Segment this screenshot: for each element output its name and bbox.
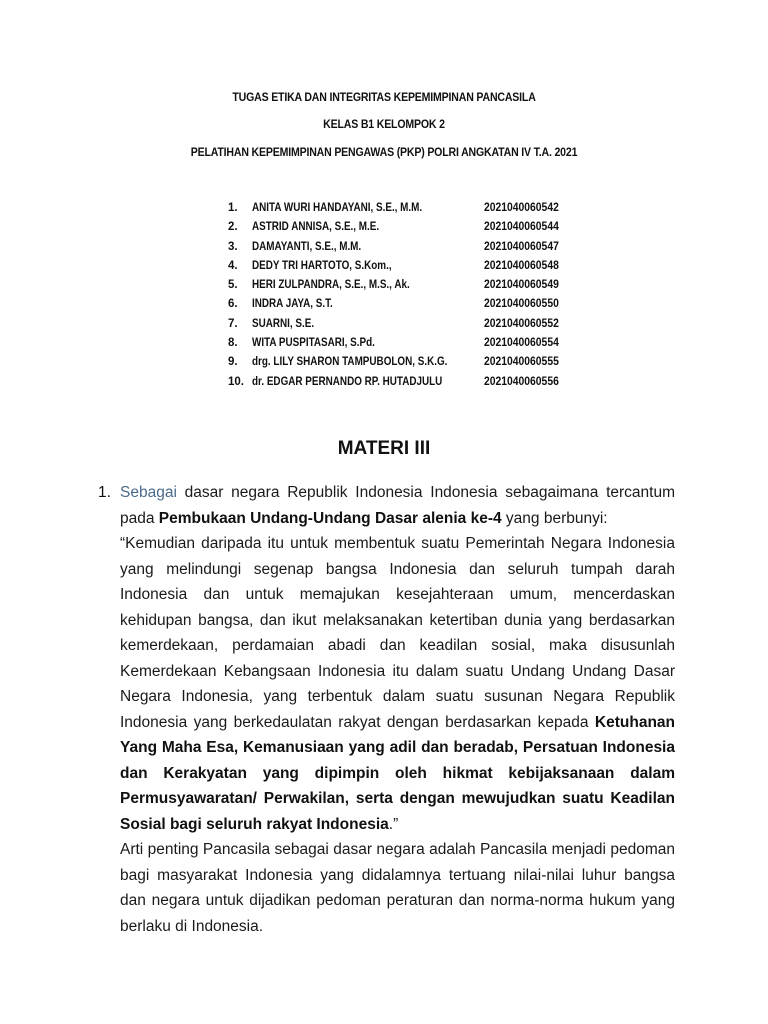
member-id: 2021040060548 xyxy=(484,259,559,272)
member-name: HERI ZULPANDRA, S.E., M.S., Ak. xyxy=(252,279,410,292)
quote-text: Kemudian daripada itu untuk membentuk suatu Pemerintah Negara Indonesia yang melindungi segenap bangsa Indonesia dan seluruh tumpah darah Indonesia dan untuk memajukan kesejahteraan umum, mencerdaskan kehidupan bangsa, dan ikut melaksanakan ketertiban dunia yang berdasarkan kemerdekaan, perdamaian abadi dan keadilan sosial, maka disusunlah Kemerdekaan Kebangsaan Indonesia itu dalam suatu Undang Undang Dasar Negara Indonesia, yang terbentuk dalam suatu susunan Negara Republik Indonesia yang berkedaulatan rakyat dengan berdasarkan kepada xyxy=(120,535,675,731)
intro-bold-reference: Pembukaan Undang-Undang Dasar alenia ke-4 xyxy=(158,509,502,527)
member-id: 2021040060554 xyxy=(484,337,559,350)
quote-bold-principles: Ketuhanan Yang Maha Esa, Kemanusiaan yang adil dan beradab, Persatuan Indonesia dan Kerakyatan yang dipimpin oleh hikmat kebijaksanaan dalam Permusyawaratan/ Perwakilan, serta dengan mewujudkan suatu Keadilan Sosial bagi seluruh rakyat Indonesia xyxy=(120,713,675,833)
member-name: SUARNI, S.E. xyxy=(252,317,315,330)
quote-paragraph xyxy=(120,531,675,837)
member-id: 2021040060552 xyxy=(484,317,559,330)
member-id: 2021040060544 xyxy=(484,221,559,234)
item-number: 1. xyxy=(98,484,111,501)
member-number: 4. xyxy=(228,259,238,272)
member-name: ASTRID ANNISA, S.E., M.E. xyxy=(252,221,380,234)
class-group-label: KELAS B1 KELOMPOK 2 xyxy=(323,117,445,131)
intro-paragraph xyxy=(120,480,675,531)
member-name: dr. EDGAR PERNANDO RP. HUTADJULU xyxy=(252,375,443,388)
member-name: INDRA JAYA, S.T. xyxy=(252,298,333,311)
quote-close-mark: .” xyxy=(388,815,399,833)
member-number: 1. xyxy=(228,202,238,214)
member-number: 6. xyxy=(228,298,238,311)
member-id: 2021040060555 xyxy=(484,356,559,369)
section-title: MATERI III xyxy=(337,438,431,459)
training-title: PELATIHAN KEPEMIMPINAN PENGAWAS (PKP) POLRI ANGKATAN IV T.A. 2021 xyxy=(190,145,578,159)
member-id: 2021040060556 xyxy=(484,375,559,388)
member-number: 3. xyxy=(228,240,238,253)
member-name: ANITA WURI HANDAYANI, S.E., M.M. xyxy=(252,202,423,214)
member-number: 7. xyxy=(228,317,238,330)
member-id: 2021040060549 xyxy=(484,279,559,292)
intro-text: dasar negara Republik Indonesia Indonesia sebagaimana tercantum pada xyxy=(120,484,675,527)
member-number: 8. xyxy=(228,337,238,350)
member-number: 2. xyxy=(228,221,238,234)
member-id: 2021040060542 xyxy=(484,202,559,214)
intro-highlight: Sebagai xyxy=(120,484,177,501)
closing-paragraph: Arti penting Pancasila sebagai dasar negara adalah Pancasila menjadi pedoman bagi masyarakat Indonesia yang didalamnya tertuang nilai-nilai luhur bangsa dan negara untuk dijadikan pedoman peraturan dan norma-norma hukum yang berlaku di Indonesia. xyxy=(120,841,675,935)
quote-open-mark: “ xyxy=(120,535,126,552)
member-number: 9. xyxy=(228,356,238,369)
member-name: DEDY TRI HARTOTO, S.Kom., xyxy=(252,259,392,272)
member-number: 10. xyxy=(228,375,244,388)
assignment-title: TUGAS ETIKA DAN INTEGRITAS KEPEMIMPINAN PANCASILA xyxy=(232,90,536,104)
item-body xyxy=(120,480,675,939)
member-id: 2021040060550 xyxy=(484,298,559,311)
intro-tail: yang berbunyi: xyxy=(501,509,608,527)
member-name: drg. LILY SHARON TAMPUBOLON, S.K.G. xyxy=(252,356,448,369)
member-number: 5. xyxy=(228,279,238,292)
member-name: DAMAYANTI, S.E., M.M. xyxy=(252,240,362,253)
member-name: WITA PUSPITASARI, S.Pd. xyxy=(252,337,375,350)
member-id: 2021040060547 xyxy=(484,240,559,253)
